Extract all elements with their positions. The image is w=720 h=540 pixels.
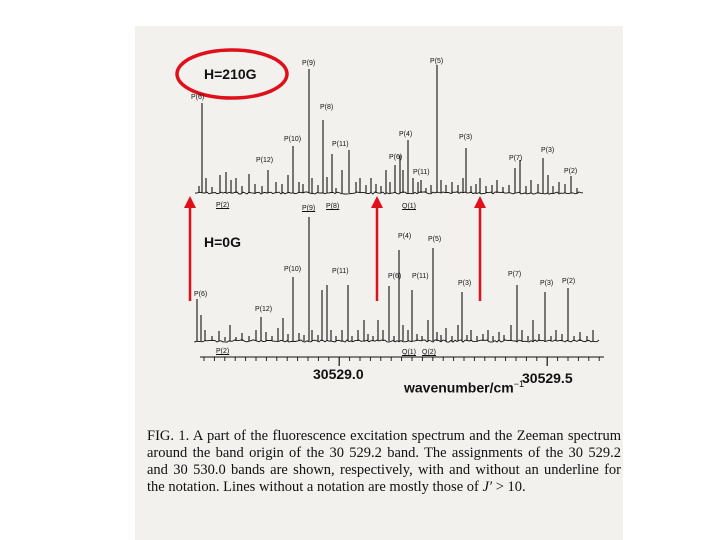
top-label-p6-mid: P(6) — [389, 154, 403, 161]
top-spectrum-baseline — [195, 192, 583, 194]
bottom-label-q1-underlined: Q(1) — [402, 349, 416, 356]
bottom-label-p12: P(12) — [255, 306, 273, 313]
red-arrow-middle-head — [371, 196, 383, 208]
bottom-label-p2: P(2) — [562, 278, 576, 285]
top-label-p7: P(7) — [509, 155, 523, 162]
top-label-q1-underlined: Q(1) — [402, 203, 416, 210]
bottom-label-p11b: P(11) — [412, 273, 429, 280]
top-spectrum-peaks — [199, 65, 577, 193]
bottom-label-p5: P(5) — [428, 236, 442, 243]
bottom-label-p6-left: P(6) — [194, 291, 208, 298]
caption-text: A part of the fluorescence excitation spectrum and the Zeeman spectrum around the band origin of the 30 529.2 band. The assignments of the 30 529.2 and 30 530.0 bands are shown, respectively, with and without an underline for the notation. Lines without a notation are mostly those of — [147, 428, 621, 495]
top-label-p6: P(6) — [191, 94, 205, 101]
figure-caption — [147, 428, 621, 496]
top-label-p4: P(4) — [399, 131, 413, 138]
top-label-p5: P(5) — [430, 58, 444, 65]
caption-fig-label: FIG. 1. — [147, 428, 190, 444]
field-label-0g: H=0G — [204, 234, 241, 250]
caption-text-end: > 10. — [492, 479, 526, 495]
red-arrow-right-head — [474, 196, 486, 208]
top-label-p8: P(8) — [320, 104, 334, 111]
bottom-label-q2-underlined: Q(2) — [422, 349, 436, 356]
bottom-label-p11: P(11) — [332, 268, 349, 275]
axis-ticks — [204, 357, 599, 366]
red-arrow-left-head — [184, 196, 196, 208]
bottom-label-p7: P(7) — [508, 271, 522, 278]
top-label-p3: P(3) — [459, 134, 473, 141]
top-label-p11: P(11) — [332, 141, 349, 148]
axis-title-text: wavenumber/cm — [404, 379, 514, 396]
top-label-p9-underlined: P(9) — [302, 205, 316, 212]
top-label-p12: P(12) — [256, 157, 274, 164]
bottom-label-p4: P(4) — [398, 233, 412, 240]
top-label-p8-underlined: P(8) — [326, 203, 340, 210]
caption-j-symbol: J′ — [482, 479, 493, 495]
bottom-label-p2-underlined: P(2) — [216, 348, 230, 355]
bottom-label-p3b: P(3) — [540, 280, 554, 287]
top-label-p11b: P(11) — [413, 169, 430, 176]
field-label-210g: H=210G — [204, 66, 257, 82]
axis-title-exponent: −1 — [513, 379, 524, 389]
bottom-label-p3: P(3) — [458, 280, 472, 287]
bottom-label-p10: P(10) — [284, 266, 302, 273]
axis-tick-label-right: 30529.5 — [522, 370, 573, 386]
axis-title — [404, 379, 524, 396]
axis-tick-label-left: 30529.0 — [313, 366, 364, 382]
top-label-p2-underlined: P(2) — [216, 202, 230, 209]
bottom-label-p6-mid: P(6) — [388, 273, 402, 280]
top-label-p9: P(9) — [302, 60, 316, 67]
top-label-p2: P(2) — [564, 168, 578, 175]
top-label-p3b: P(3) — [541, 147, 555, 154]
top-label-p10: P(10) — [284, 136, 302, 143]
